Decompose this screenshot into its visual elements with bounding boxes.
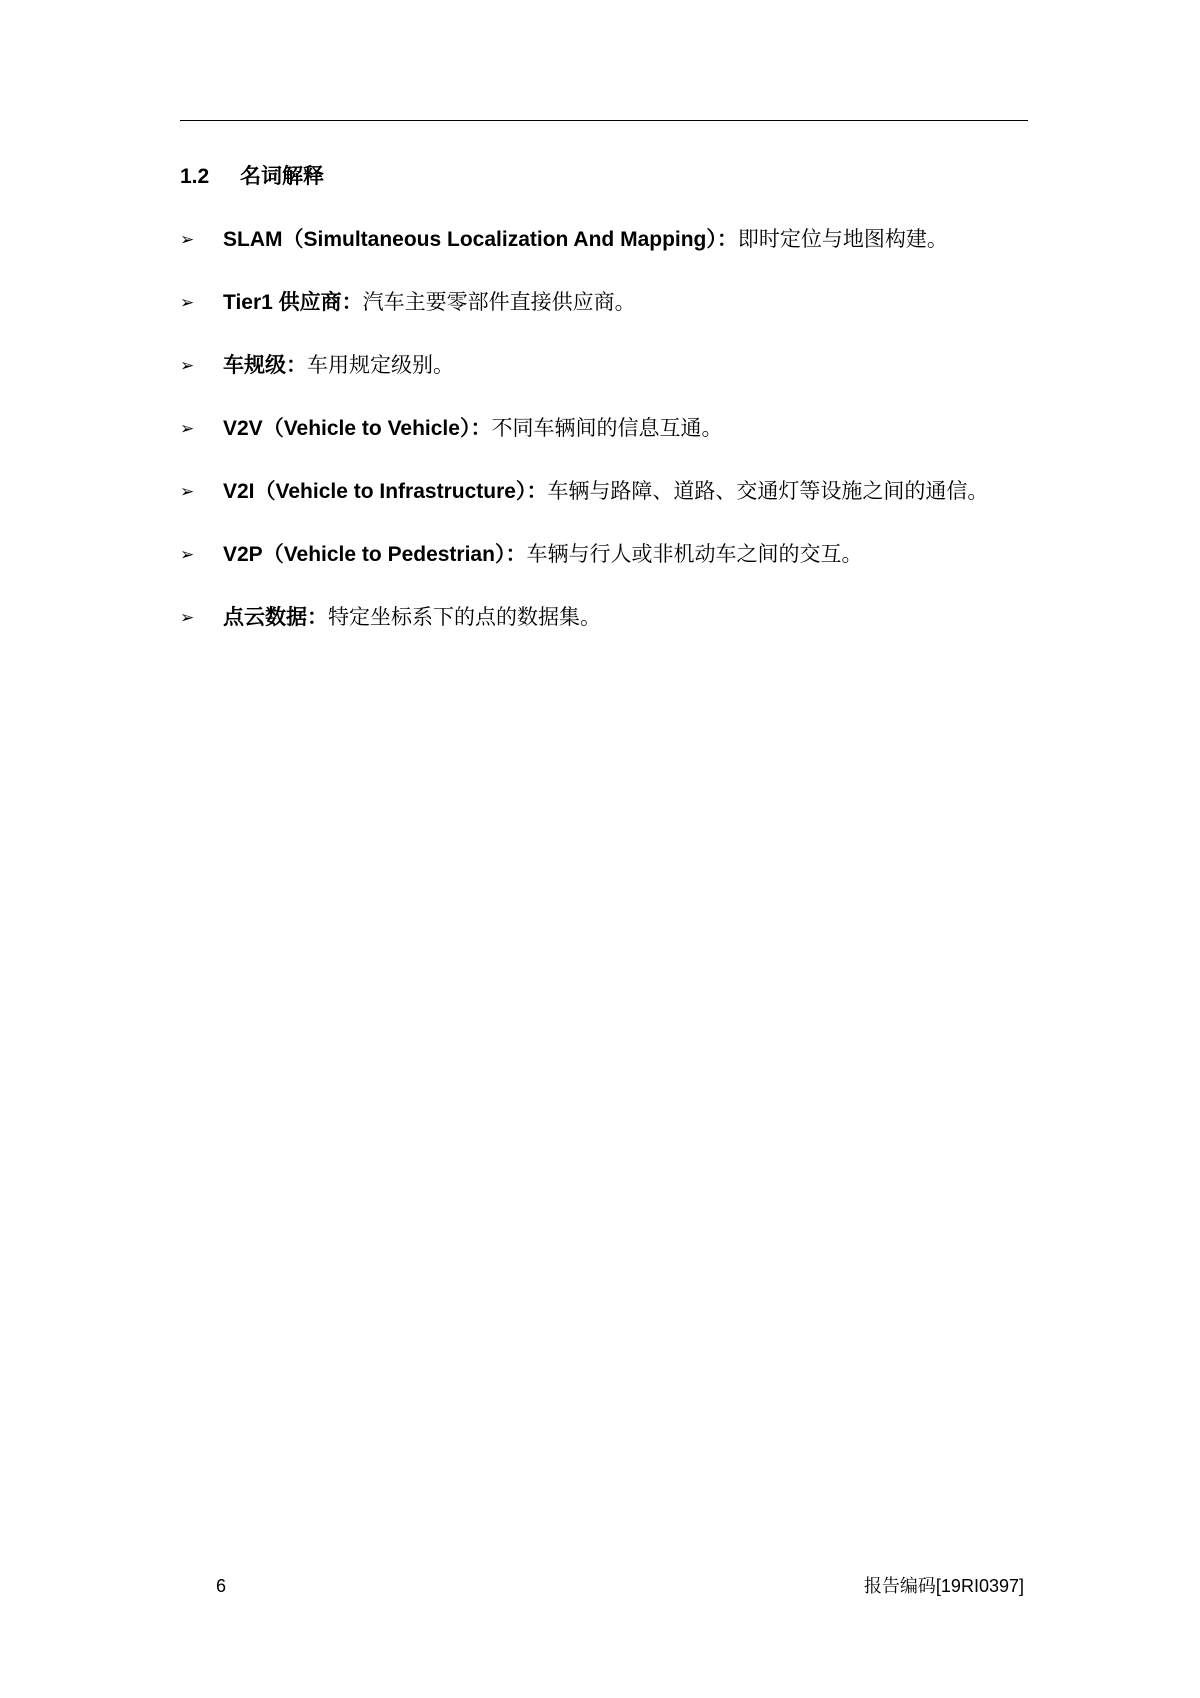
term-colon: ： [307,606,328,629]
term-colon: ： [286,354,307,377]
arrow-bullet-icon: ➢ [180,545,195,564]
term-name: V2P（Vehicle to Pedestrian） [223,543,506,566]
term-colon: ： [505,543,527,566]
arrow-bullet-icon: ➢ [180,608,195,627]
footer-page-number: 6 [216,1576,227,1596]
glossary-item [180,289,1040,352]
arrow-bullet-icon: ➢ [180,419,195,438]
glossary-item [180,415,1040,478]
section-title: 名词解释 [240,165,324,188]
glossary-item [180,478,1040,541]
arrow-bullet-icon: ➢ [180,293,195,312]
term-definition: 特定坐标系下的点的数据集。 [328,606,601,629]
footer-report-code: 报告编码[19RI0397] [863,1576,1024,1596]
glossary-list [180,226,1040,667]
term-name: 车规级 [223,354,286,377]
term-definition: 车辆与行人或非机动车之间的交互。 [526,543,863,566]
term-definition: 车用规定级别。 [307,354,454,377]
term-name: V2I（Vehicle to Infrastructure） [223,480,527,503]
section-heading [180,163,324,191]
glossary-item [180,226,1040,289]
term-definition: 汽车主要零部件直接供应商。 [362,291,636,314]
term-name: 点云数据 [223,606,307,629]
glossary-item [180,352,1040,415]
arrow-bullet-icon: ➢ [180,482,195,501]
section-number: 1.2 [180,165,210,188]
arrow-bullet-icon: ➢ [180,230,195,249]
term-definition: 车辆与路障、道路、交通灯等设施之间的通信。 [547,480,989,503]
term-name: V2V（Vehicle to Vehicle） [223,417,471,440]
term-colon: ： [716,228,738,251]
term-colon: ： [470,417,492,440]
term-colon: ： [526,480,548,503]
term-definition: 不同车辆间的信息互通。 [491,417,723,440]
header-rule [180,120,1028,121]
glossary-item [180,541,1040,604]
arrow-bullet-icon: ➢ [180,356,195,375]
term-colon: ： [341,291,363,314]
glossary-item [180,604,1040,667]
term-name: Tier1 供应商 [223,291,342,314]
term-definition: 即时定位与地图构建。 [737,228,948,251]
term-name: SLAM（Simultaneous Localization And Mapping） [223,228,717,251]
